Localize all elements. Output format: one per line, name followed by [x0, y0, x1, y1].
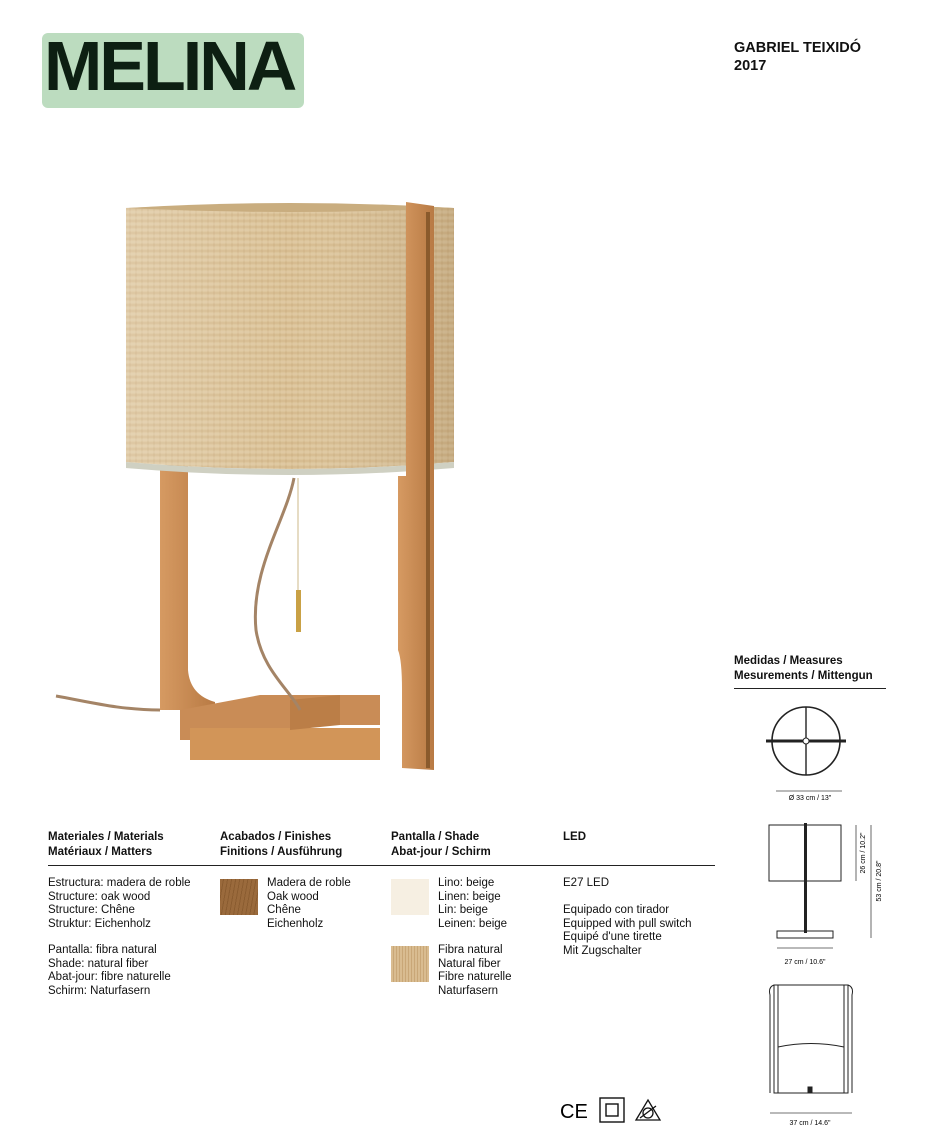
shade-heading: [391, 830, 491, 860]
materials-line: Abat-jour: fibre naturelle: [48, 971, 171, 984]
led-line: Equipped with pull switch: [563, 917, 692, 930]
finishes-heading: [220, 830, 342, 860]
finishes-heading-line-2: Finitions / Ausführung: [220, 846, 343, 858]
led-line: Equipado con tirador: [563, 904, 670, 916]
side-width-label: 37 cm / 14.6": [789, 1120, 831, 1127]
materials-line: Struktur: Eichenholz: [48, 917, 151, 930]
finish-line: Oak wood: [267, 890, 319, 903]
led-source: E27 LED: [563, 877, 610, 889]
shade-line: Lino: beige: [438, 877, 495, 889]
materials-shade: [48, 944, 171, 998]
shade-line: Fibre naturelle: [438, 971, 512, 984]
shade-line: Naturfasern: [438, 984, 499, 997]
measures-divider: [734, 688, 886, 689]
shade-height-label: 26 cm / 10.2": [860, 832, 867, 874]
finish-line: Madera de roble: [267, 877, 351, 889]
shade-heading-line-2: Abat-jour / Schirm: [391, 846, 491, 858]
led-heading-line-1: LED: [563, 831, 586, 843]
measures-heading: [734, 654, 886, 684]
materials-heading: [48, 830, 164, 860]
finishes-heading-line-1: Acabados / Finishes: [220, 831, 332, 843]
fiber-swatch[interactable]: [391, 946, 429, 982]
fiber-shade-text: [438, 944, 512, 998]
measures-heading-line-1: Medidas / Measures: [734, 655, 843, 667]
designer-name: GABRIEL TEIXIDÓ: [734, 40, 862, 56]
led-heading: [563, 830, 586, 845]
materials-line: Pantalla: fibra natural: [48, 944, 157, 956]
finish-line: Chêne: [267, 904, 301, 917]
total-height-label: 53 cm / 20.8": [876, 860, 883, 902]
designer-year: 2017: [734, 58, 767, 74]
shade-line: Natural fiber: [438, 957, 501, 970]
linen-swatch[interactable]: [391, 879, 429, 915]
shade-line: Linen: beige: [438, 890, 501, 903]
oak-swatch[interactable]: [220, 879, 258, 915]
led-line: Equipé d'une tirette: [563, 931, 662, 944]
ce-mark: CE: [560, 1101, 588, 1123]
materials-line: Structure: Chêne: [48, 904, 135, 917]
designer-block: [734, 39, 861, 75]
oak-finish-text: [267, 877, 351, 931]
shade-line: Lin: beige: [438, 904, 488, 917]
lamp-photo: [50, 190, 470, 790]
materials-heading-line-1: Materiales / Materials: [48, 831, 164, 843]
materials-line: Shade: natural fiber: [48, 957, 149, 970]
shade-line: Leinen: beige: [438, 917, 508, 930]
shade-line: Fibra natural: [438, 944, 503, 956]
table-divider: [48, 865, 715, 866]
materials-line: Schirm: Naturfasern: [48, 984, 151, 997]
enec-icon: [636, 1100, 660, 1120]
dimension-drawings: [740, 695, 900, 1130]
materials-structure: [48, 877, 191, 931]
class-ii-icon: [600, 1098, 624, 1122]
led-line: Mit Zugschalter: [563, 944, 642, 957]
product-title: MELINA: [44, 27, 295, 105]
front-width-label: 27 cm / 10.6": [784, 959, 826, 966]
finish-line: Eichenholz: [267, 917, 324, 930]
linen-shade-text: [438, 877, 507, 931]
materials-line: Estructura: madera de roble: [48, 877, 191, 889]
measures-heading-line-2: Mesurements / Mittengun: [734, 670, 873, 682]
front-view-drawing: [769, 823, 841, 938]
shade-heading-line-1: Pantalla / Shade: [391, 831, 480, 843]
top-view-drawing: [766, 707, 846, 775]
side-view-drawing: [770, 985, 853, 1093]
materials-line: Structure: oak wood: [48, 890, 151, 903]
certification-marks: [560, 1096, 670, 1126]
led-switch-text: [563, 904, 692, 958]
materials-heading-line-2: Matériaux / Matters: [48, 846, 153, 858]
top-diameter-label: Ø 33 cm / 13": [788, 795, 832, 802]
